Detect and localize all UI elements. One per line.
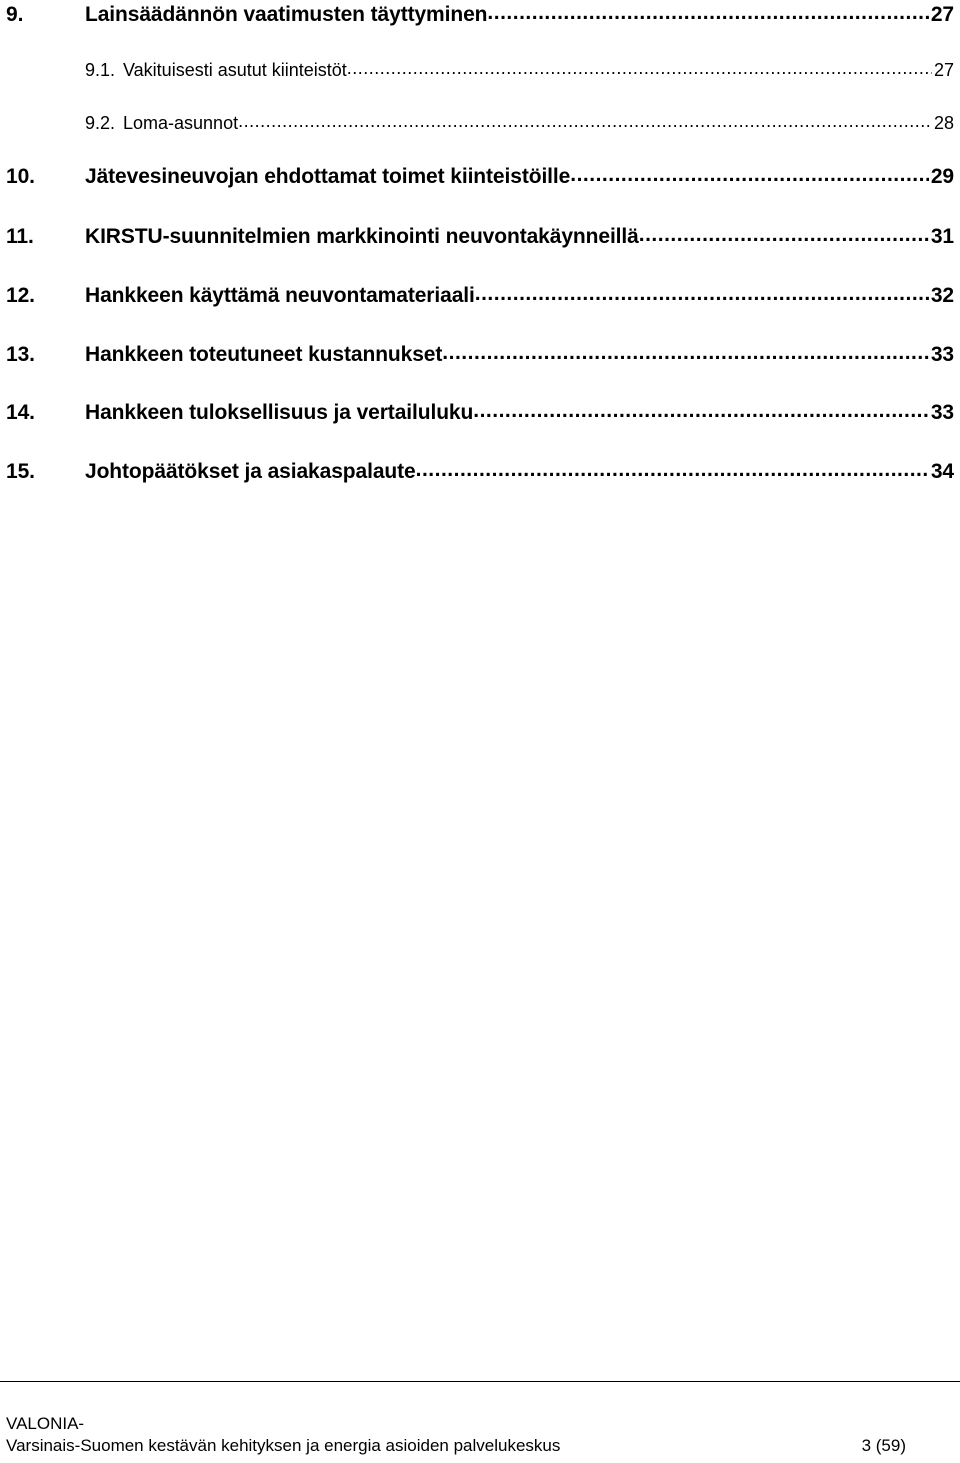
footer-page-number: 3 (59) <box>861 1436 906 1455</box>
toc-entry-15[interactable] <box>6 457 954 484</box>
page-footer <box>6 1413 906 1457</box>
toc-entry-number: 9. <box>6 3 24 26</box>
toc-entry-9[interactable] <box>6 0 954 27</box>
toc-entry-number: 9.1. <box>85 60 116 80</box>
toc-entry-number: 11. <box>6 225 34 248</box>
toc-entry-number: 14. <box>6 401 35 424</box>
toc-dot-leader <box>347 58 932 76</box>
toc-entry-page: 27 <box>930 3 954 26</box>
toc-entry-title: Hankkeen käyttämä neuvontamateriaali <box>85 284 475 307</box>
toc-entry-title: Jätevesineuvojan ehdottamat toimet kiinteistöille <box>85 165 571 188</box>
toc-dot-leader <box>442 340 929 361</box>
toc-dot-leader <box>416 457 929 478</box>
toc-dot-leader <box>475 281 929 302</box>
toc-entry-title: Lainsäädännön vaatimusten täyttyminen <box>85 3 488 26</box>
footer-divider <box>0 1381 960 1382</box>
toc-dot-leader <box>570 162 929 183</box>
toc-entry-number: 13. <box>6 343 35 366</box>
toc-entry-number: 15. <box>6 460 35 483</box>
toc-dot-leader <box>487 0 928 21</box>
toc-entry-title: Hankkeen toteutuneet kustannukset <box>85 343 443 366</box>
toc-entry-14[interactable] <box>6 398 954 425</box>
toc-entry-page: 28 <box>933 113 954 133</box>
footer-org-name-line1: VALONIA- <box>6 1414 85 1433</box>
toc-entry-10[interactable] <box>6 162 954 189</box>
toc-entry-title: Johtopäätökset ja asiakaspalaute <box>85 460 416 483</box>
toc-entry-9-1[interactable] <box>6 58 954 81</box>
footer-line2 <box>6 1435 906 1457</box>
toc-entry-title: KIRSTU-suunnitelmien markkinointi neuvontakäynneillä <box>85 225 639 248</box>
toc-entry-page: 32 <box>930 284 954 307</box>
toc-entry-11[interactable] <box>6 222 954 249</box>
toc-entry-9-2[interactable] <box>6 111 954 134</box>
toc-entry-page: 31 <box>930 225 954 248</box>
toc-entry-page: 34 <box>930 460 954 483</box>
toc-entry-title: Hankkeen tuloksellisuus ja vertailuluku <box>85 401 474 424</box>
toc-entry-number: 12. <box>6 284 35 307</box>
toc-entry-13[interactable] <box>6 340 954 367</box>
toc-entry-12[interactable] <box>6 281 954 308</box>
toc-dot-leader <box>238 111 932 129</box>
toc-entry-title: Vakituisesti asutut kiinteistöt <box>123 60 347 80</box>
toc-entry-page: 33 <box>930 401 954 424</box>
toc-entry-page: 29 <box>930 165 954 188</box>
toc-entry-number: 10. <box>6 165 35 188</box>
toc-entry-number: 9.2. <box>85 113 116 133</box>
toc-dot-leader <box>473 398 929 419</box>
toc-entry-page: 33 <box>930 343 954 366</box>
footer-org-name-line2: Varsinais-Suomen kestävän kehityksen ja energia asioiden palvelukeskus <box>6 1436 561 1455</box>
toc-entry-page: 27 <box>933 60 954 80</box>
toc-entry-title: Loma-asunnot <box>123 113 239 133</box>
toc-dot-leader <box>639 222 929 243</box>
